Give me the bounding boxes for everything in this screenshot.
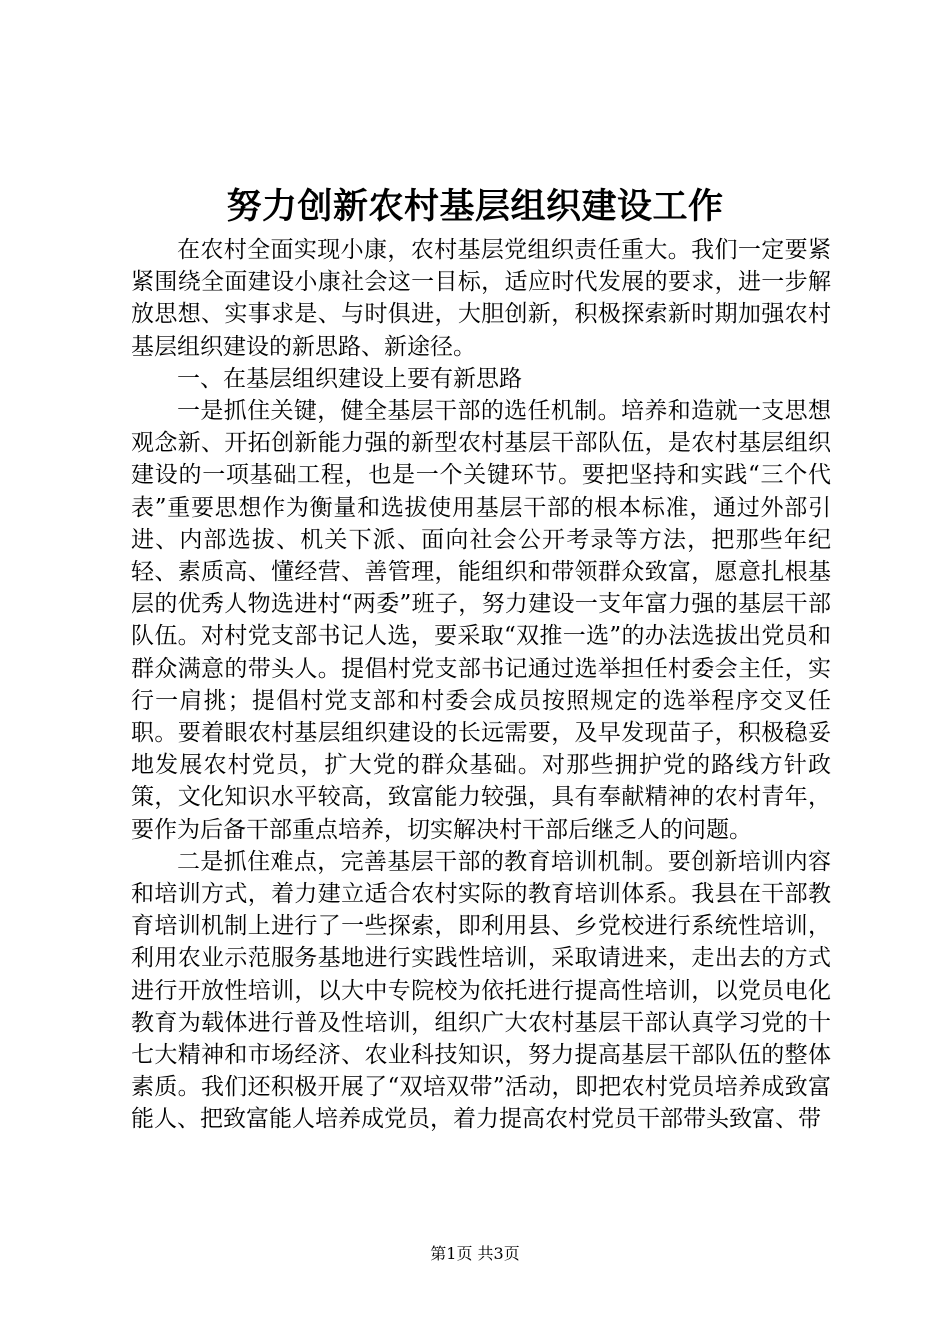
page-footer: 第1页 共3页	[430, 1244, 520, 1263]
document-title: 努力创新农村基层组织建设工作	[226, 186, 724, 227]
paragraph-second-point: 二是抓住难点，完善基层干部的教育培训机制。要创新培训内容和培训方式，着力建立适合农村实际的教育培训体系。我县在干部教育培训机制上进行了一些探索，即利用县、乡党校进行系统性培训，利用农业示范服务基地进行实践性培训，采取请进来，走出去的方式进行开放性培训，以大中专院校为依托进行提高性培训，以党员电化教育为载体进行普及性培训，组织广大农村基层干部认真学习党的十七大精神和市场经济、农业科技知识，努力提高基层干部队伍的整体素质。我们还积极开展了“双培双带”活动，即把农村党员培养成致富能人、把致富能人培养成党员，着力提高农村党员干部带头致富、带	[131, 848, 831, 1133]
section-heading: 一、在基层组织建设上要有新思路	[177, 365, 522, 392]
document-body	[131, 234, 831, 1136]
paragraph-intro: 在农村全面实现小康，农村基层党组织责任重大。我们一定要紧紧围绕全面建设小康社会这一目标，适应时代发展的要求，进一步解放思想、实事求是、与时俱进，大胆创新，积极探索新时期加强农村基层组织建设的新思路、新途径。	[131, 237, 831, 360]
paragraph-first-point: 一是抓住关键，健全基层干部的选任机制。培养和造就一支思想观念新、开拓创新能力强的新型农村基层干部队伍，是农村基层组织建设的一项基础工程，也是一个关键环节。要把坚持和实践“三个代表”重要思想作为衡量和选拔使用基层干部的根本标准，通过外部引进、内部选拔、机关下派、面向社会公开考录等方法，把那些年纪轻、素质高、懂经营、善管理，能组织和带领群众致富，愿意扎根基层的优秀人物选进村“两委”班子，努力建设一支年富力强的基层干部队伍。对村党支部书记人选，要采取“双推一选”的办法选拔出党员和群众满意的带头人。提倡村党支部书记通过选举担任村委会主任，实行一肩挑；提倡村党支部和村委会成员按照规定的选举程序交叉任职。要着眼农村基层组织建设的长远需要，及早发现苗子，积极稳妥地发展农村党员，扩大党的群众基础。对那些拥护党的路线方针政策，文化知识水平较高，致富能力较强，具有奉献精神的农村青年，要作为后备干部重点培养，切实解决村干部后继乏人的问题。	[131, 398, 831, 843]
